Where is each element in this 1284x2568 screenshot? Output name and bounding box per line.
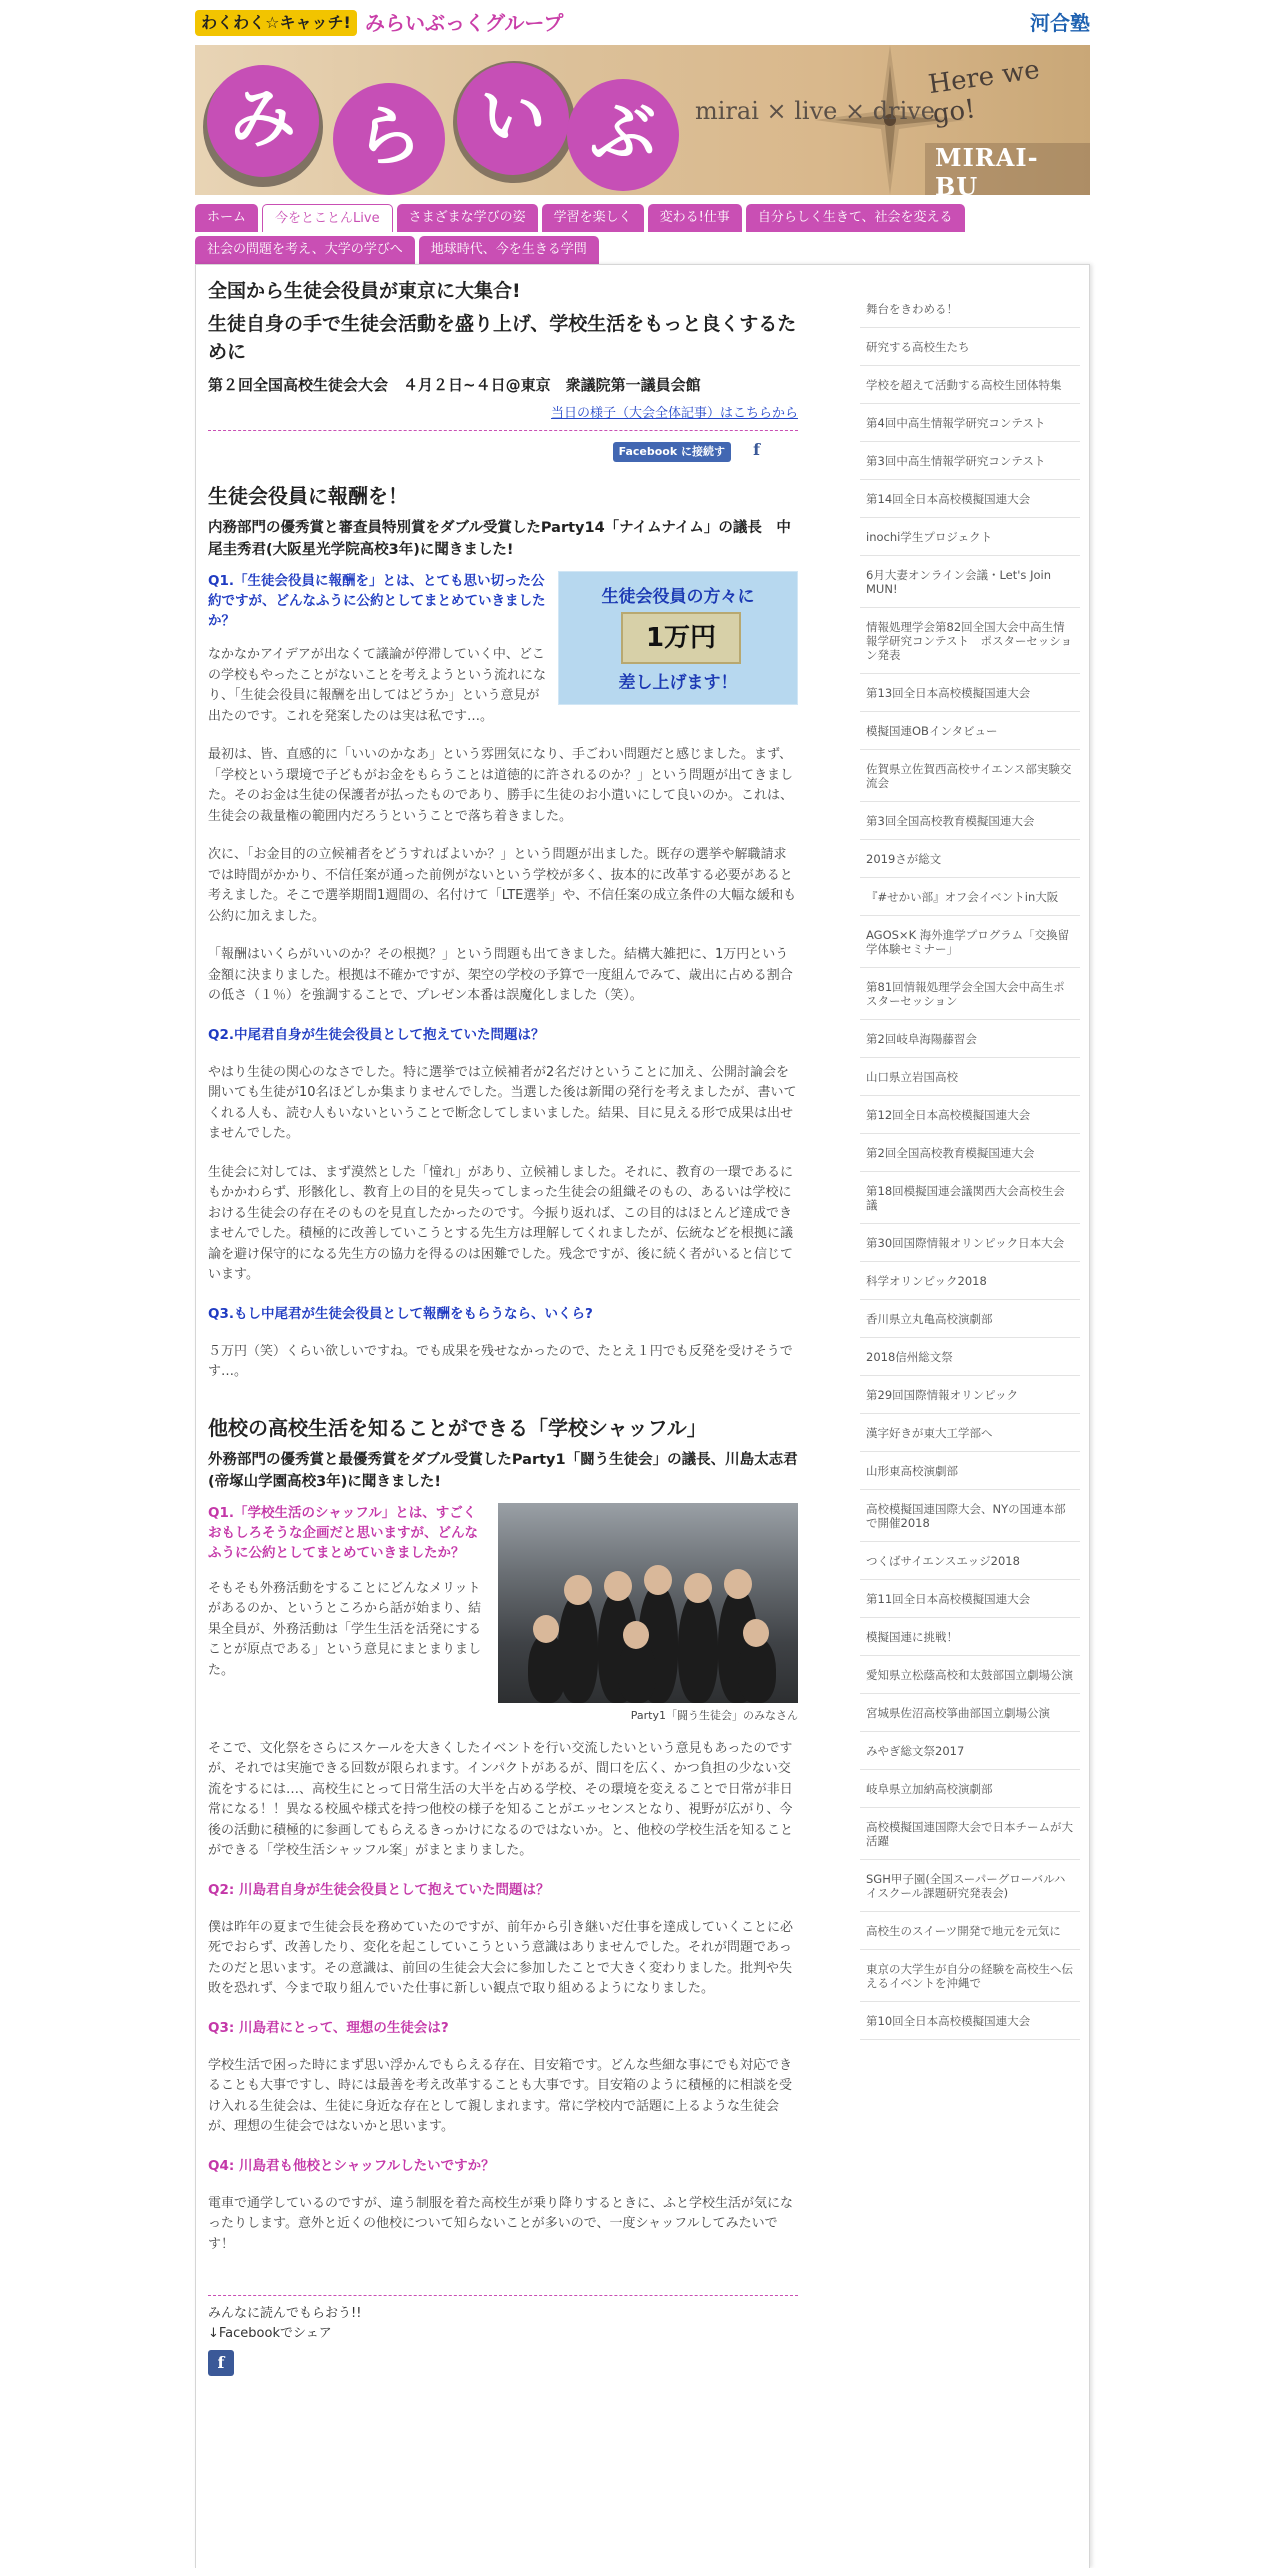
section2-answer-3: 学校生活で困った時にまず思い浮かんでもらえる存在、目安箱です。どんな些細な事にでも対応できることも大事ですし、時には最善を考え改革することも大事です。目安箱のように積極的に相談を受け入れる生徒会は、生徒に身近な存在として親しまれます。常に学校内で話題に上るような生徒会が、理想の生徒会ではないかと思います。 bbox=[208, 2057, 792, 2134]
sidebar-item[interactable]: 第2回全国高校教育模擬国連大会 bbox=[860, 1134, 1080, 1172]
banner-here-we-go: Here we go! bbox=[926, 54, 1042, 130]
photo-caption: Party1「闘う生徒会」のみなさん bbox=[630, 1708, 798, 1722]
section1-q1-block bbox=[208, 571, 798, 727]
sidebar-item[interactable]: 第3回全国高校教育模擬国連大会 bbox=[860, 802, 1080, 840]
nav-tab-learning[interactable]: さまざまな学びの姿 bbox=[397, 204, 538, 232]
section1-answer-1-para-2: 最初は、皆、直感的に「いいのかなあ」という雰囲気になり、手ごわい問題だと感じました。まず、「学校という環境で子どもがお金をもらうことは道徳的に許されるのか？」という問題が出てきました。そのお金は生徒の保護者が払ったものであり、勝手に生徒のお小遣いにして良いのか。これは、生徒会の裁量権の範囲内だろうということで落ち着きました。 bbox=[208, 747, 794, 824]
section1-answer-2-para-2: 生徒会に対しては、まず漠然とした「憧れ」があり、立候補しました。それに、教育の一環であるにもかかわらず、形骸化し、教育上の目的を見失ってしまった生徒会の組織そのもの、あるいは学校における生徒会の存在そのものを見直したかったのです。今振り返れば、この目的はほとんど達成できませんでした。積極的に改善していこうとする先生方は理解してくれましたが、伝統などを根拠に議論を避け保守的になる先生方の協力を得るのは困難でした。残念ですが、後に続く者がいると信じています。 bbox=[208, 1164, 794, 1282]
nav-tab-work[interactable]: 変わる!仕事 bbox=[648, 204, 742, 232]
banner-tagline: mirai × live × drive bbox=[695, 97, 936, 125]
party1-group-photo bbox=[498, 1503, 798, 1703]
section1-answer-1-para-3: 次に、「お金目的の立候補者をどうすればよいか？」という問題が出ました。既存の選挙や解職請求では時間がかかり、不信任案が通った前例がないという学校が多く、抜本的に改革する必要があると考えました。そこで選挙期間1週間の、名付けて「LTE選挙」や、不信任案の成立条件の大幅な緩和も公約に加えました。 bbox=[208, 847, 797, 924]
reward-illustration bbox=[558, 571, 798, 705]
banner-char-mi: み bbox=[207, 65, 319, 177]
nav-tab-study-fun[interactable]: 学習を楽しく bbox=[542, 204, 644, 232]
section1-answer-3: ５万円（笑）くらい欲しいですね。でも成果を残せなかったので、たとえ１円でも反発を受けそうです…。 bbox=[208, 1343, 793, 1379]
sidebar-item[interactable]: 第2回岐阜海陽藤習会 bbox=[860, 1020, 1080, 1058]
section2-question-1: Q1.「学校生活のシャッフル」とは、すごくおもしろそうな企画だと思いますが、どんなふうに公約としてまとめていきましたか？ bbox=[208, 1504, 478, 1561]
section2-answer-1-para-1: そもそも外務活動をすることにどんなメリットがあるのか、というところから話が始まり、結果全員が、外務活動は「学生生活を活発にすることが原点である」という意見にまとまりました。 bbox=[208, 1580, 482, 1678]
site-banner[interactable] bbox=[195, 45, 1090, 195]
sidebar-item[interactable]: 模擬国連に挑戦！ bbox=[860, 1618, 1080, 1656]
sidebar-item[interactable]: 科学オリンピック2018 bbox=[860, 1262, 1080, 1300]
event-info: 第２回全国高校生徒会大会 ４月２日~４日@東京 衆議院第一議員会館 bbox=[208, 376, 701, 394]
sidebar-item[interactable]: 東京の大学生が自分の経験を高校生へ伝えるイベントを沖縄で bbox=[860, 1950, 1080, 2002]
nav-tab-live[interactable]: 今をとことんLive bbox=[262, 204, 393, 232]
mirai-book-group-title[interactable]: みらいぶっくグループ bbox=[365, 11, 564, 35]
sidebar-item[interactable]: みやぎ総文祭2017 bbox=[860, 1732, 1080, 1770]
sidebar-item[interactable]: 6月大妻オンライン会議・Let's Join MUN! bbox=[860, 556, 1080, 608]
share-facebook-label: ↓Facebookでシェア bbox=[208, 2326, 332, 2341]
nav-tab-social-issues[interactable]: 社会の問題を考え、大学の学びへ bbox=[195, 236, 415, 264]
sidebar-item[interactable]: 佐賀県立佐賀西高校サイエンス部実験交流会 bbox=[860, 750, 1080, 802]
sidebar-item[interactable]: 『#せかい部』オフ会イベントin大阪 bbox=[860, 878, 1080, 916]
sidebar-item[interactable]: 愛知県立松蔭高校和太鼓部国立劇場公演 bbox=[860, 1656, 1080, 1694]
sidebar-item[interactable]: 情報処理学会第82回全国大会中高生情報学研究コンテスト ポスターセッション発表 bbox=[860, 608, 1080, 674]
section1-answer-1-para-1: なかなかアイデアが出なくて議論が停滞していく中、どこの学校もやったことがないことを考えようという流れになり、「生徒会役員に報酬を出してはどうか」という意見が出たのです。これを発案したのは実は私です…。 bbox=[208, 647, 547, 724]
sidebar-item[interactable]: 第81回情報処理学会全国大会中高生ポスターセッション bbox=[860, 968, 1080, 1020]
nav-row-1 bbox=[195, 204, 1090, 232]
sidebar-item[interactable]: 岐阜県立加納高校演劇部 bbox=[860, 1770, 1080, 1808]
event-report-link[interactable]: 当日の様子（大会全体記事）はこちらから bbox=[550, 406, 798, 421]
reward-illustration-line1: 生徒会役員の方々に bbox=[601, 587, 755, 607]
section2-q1-block bbox=[208, 1503, 798, 1725]
section1-question-2: Q2.中尾君自身が生徒会役員として抱えていた問題は？ bbox=[208, 1026, 545, 1043]
nav-tab-home[interactable]: ホーム bbox=[195, 204, 258, 232]
sidebar-item[interactable]: 第4回中高生情報学研究コンテスト bbox=[860, 404, 1080, 442]
nav-row-2 bbox=[195, 236, 1090, 264]
sidebar-item[interactable]: 第29回国際情報オリンピック bbox=[860, 1376, 1080, 1414]
section1-title: 生徒会役員に報酬を！ bbox=[208, 484, 408, 508]
wakuwaku-catch-logo[interactable]: わくわく☆キャッチ! bbox=[195, 10, 357, 36]
sidebar-item[interactable]: 高校生のスイーツ開発で地元を元気に bbox=[860, 1912, 1080, 1950]
section2-lead: 外務部門の優秀賞と最優秀賞をダブル受賞したParty1「闘う生徒会」の議長、川島太志君(帝塚山学園高校3年)に聞きました! bbox=[208, 1451, 798, 1490]
facebook-row bbox=[208, 439, 798, 465]
sidebar-item[interactable]: 漢字好きが東大工学部へ bbox=[860, 1414, 1080, 1452]
banner-char-i: い bbox=[457, 63, 569, 175]
main-navigation bbox=[195, 204, 1090, 268]
section2-question-4: Q4: 川島君も他校とシャッフルしたいですか？ bbox=[208, 2157, 495, 2174]
sidebar-item[interactable]: 模擬国連OBインタビュー bbox=[860, 712, 1080, 750]
yen-bill-icon: 1万円 bbox=[621, 612, 741, 664]
facebook-icon[interactable]: f bbox=[753, 440, 760, 459]
banner-char-ra: ら bbox=[333, 83, 445, 195]
sidebar-item[interactable]: inochi学生プロジェクト bbox=[860, 518, 1080, 556]
sidebar-item[interactable]: 高校模擬国連国際大会で日本チームが大活躍 bbox=[860, 1808, 1080, 1860]
sidebar-item[interactable]: つくばサイエンスエッジ2018 bbox=[860, 1542, 1080, 1580]
divider bbox=[208, 430, 798, 431]
section2-title: 他校の高校生活を知ることができる「学校シャッフル」 bbox=[208, 1415, 707, 1440]
share-prompt: みんなに読んでもらおう!! bbox=[208, 2306, 362, 2321]
reward-illustration-line2: 差し上げます！ bbox=[618, 673, 738, 693]
sidebar-item[interactable]: AGOS×K 海外進学プログラム「交換留学体験セミナー」 bbox=[860, 916, 1080, 968]
kawaijuku-logo[interactable]: 河合塾 bbox=[1030, 11, 1090, 35]
sidebar-item[interactable]: 舞台をきわめる！ bbox=[860, 290, 1080, 328]
divider bbox=[208, 2295, 798, 2296]
sidebar-item[interactable]: 高校模擬国連国際大会、NYの国連本部で開催2018 bbox=[860, 1490, 1080, 1542]
sidebar-item[interactable]: 第3回中高生情報学研究コンテスト bbox=[860, 442, 1080, 480]
sidebar bbox=[860, 290, 1080, 2040]
sidebar-item[interactable]: 香川県立丸亀高校演劇部 bbox=[860, 1300, 1080, 1338]
sidebar-item[interactable]: 学校を超えて活動する高校生団体特集 bbox=[860, 366, 1080, 404]
sidebar-item[interactable]: 山形東高校演劇部 bbox=[860, 1452, 1080, 1490]
sidebar-item[interactable]: 第18回模擬国連会議関西大会高校生会議 bbox=[860, 1172, 1080, 1224]
section2-answer-2: 僕は昨年の夏まで生徒会長を務めていたのですが、前年から引き継いだ仕事を達成していくことに必死でおらず、改善したり、変化を起こしていこうという意識はありませんでした。それが問題であったのだと思います。その意識は、前回の生徒会大会に参加したことで大きく変わりました。批判や失敗を恐れず、今まで取り組んでいた仕事に新しい観点で取り組めるようになりました。 bbox=[208, 1919, 794, 1996]
section1-question-1: Q1.「生徒会役員に報酬を」とは、とても思い切った公約ですが、どんなふうに公約としてまとめていきましたか？ bbox=[208, 573, 546, 629]
sidebar-item[interactable]: SGH甲子園(全国スーパーグローバルハイスクール課題研究発表会) bbox=[860, 1860, 1080, 1912]
section1-answer-1-para-4: 「報酬はいくらがいいのか？その根拠？」という問題も出てきました。結構大雑把に、1万円という金額に決まりました。根拠は不確かですが、架空の学校の予算で一度組んでみて、歳出に占める割合の低さ（１％）を強調することで、プレゼン本番は誤魔化しました（笑）。 bbox=[208, 947, 793, 1003]
sidebar-item[interactable]: 研究する高校生たち bbox=[860, 328, 1080, 366]
sidebar-item[interactable]: 2019さが総文 bbox=[860, 840, 1080, 878]
sidebar-item[interactable]: 宮城県佐沼高校箏曲部国立劇場公演 bbox=[860, 1694, 1080, 1732]
section1-lead: 内務部門の優秀賞と審査員特別賞をダブル受賞したParty14「ナイムナイム」の議長 中尾圭秀君(大阪星光学院高校3年)に聞きました! bbox=[208, 520, 791, 558]
banner-mirai-bu: MIRAI-BU bbox=[925, 143, 1090, 195]
section2-question-2: Q2: 川島君自身が生徒会役員として抱えていた問題は？ bbox=[208, 1881, 550, 1898]
nav-tab-change-society[interactable]: 自分らしく生きて、社会を変える bbox=[746, 204, 965, 232]
section1-question-3: Q3.もし中尾君が生徒会役員として報酬をもらうなら、いくら? bbox=[208, 1305, 593, 1322]
section2-answer-1-para-2: そこで、文化祭をさらにスケールを大きくしたイベントを行い交流したいという意見もあったのですが、それでは実施できる回数が限られます。インパクトがあるが、間口を広く、かつ負担の少ない交流をするには…、高校生にとって日常生活の大半を占める学校、その環境を変えることで日常が非日常になる！！異なる校風や様式を持つ他校の様子を知ることがエッセンスとなり、視野が広がり、今後の活動に積極的に参画してもらえるきっかけになるのではないか。と、他校の学校生活を知ることができる「学校生活シャッフル案」がまとまりました。 bbox=[208, 1740, 794, 1858]
section2-question-3: Q3: 川島君にとって、理想の生徒会は? bbox=[208, 2019, 449, 2036]
sidebar-item[interactable]: 山口県立岩国高校 bbox=[860, 1058, 1080, 1096]
article bbox=[208, 276, 798, 2376]
banner-char-bu: ぶ bbox=[567, 79, 679, 191]
sidebar-item[interactable]: 第12回全日本高校模擬国連大会 bbox=[860, 1096, 1080, 1134]
sidebar-item[interactable]: 第30回国際情報オリンピック日本大会 bbox=[860, 1224, 1080, 1262]
article-subtitle: 生徒自身の手で生徒会活動を盛り上げ、学校生活をもっと良くするために bbox=[208, 313, 797, 363]
section2-answer-4: 電車で通学しているのですが、違う制服を着た高校生が乗り降りするときに、ふと学校生活が気になったりします。意外と近くの他校について知らないことが多いので、一度シャッフルしてみたいです！ bbox=[208, 2195, 794, 2252]
sidebar-item[interactable]: 第14回全日本高校模擬国連大会 bbox=[860, 480, 1080, 518]
sidebar-item[interactable]: 第13回全日本高校模擬国連大会 bbox=[860, 674, 1080, 712]
sidebar-item[interactable]: 第10回全日本高校模擬国連大会 bbox=[860, 2002, 1080, 2040]
facebook-share-icon[interactable]: f bbox=[208, 2350, 234, 2376]
top-bar bbox=[195, 8, 1090, 42]
nav-tab-global-era[interactable]: 地球時代、今を生きる学問 bbox=[419, 236, 599, 264]
facebook-connect-button[interactable]: Facebook に接続す bbox=[613, 442, 731, 462]
section1-answer-2-para-1: やはり生徒の関心のなさでした。特に選挙では立候補者が2名だけということに加え、公開討論会を開いても生徒が10名ほどしか集まりませんでした。当選した後は新聞の発行を考えましたが、書いてくれる人も、読む人もいないということで断念してしまいました。結果、目に見える形で成果は出せませんでした。 bbox=[208, 1064, 797, 1141]
article-title: 全国から生徒会役員が東京に大集合! bbox=[208, 280, 521, 302]
sidebar-item[interactable]: 2018信州総文祭 bbox=[860, 1338, 1080, 1376]
sidebar-item[interactable]: 第11回全日本高校模擬国連大会 bbox=[860, 1580, 1080, 1618]
